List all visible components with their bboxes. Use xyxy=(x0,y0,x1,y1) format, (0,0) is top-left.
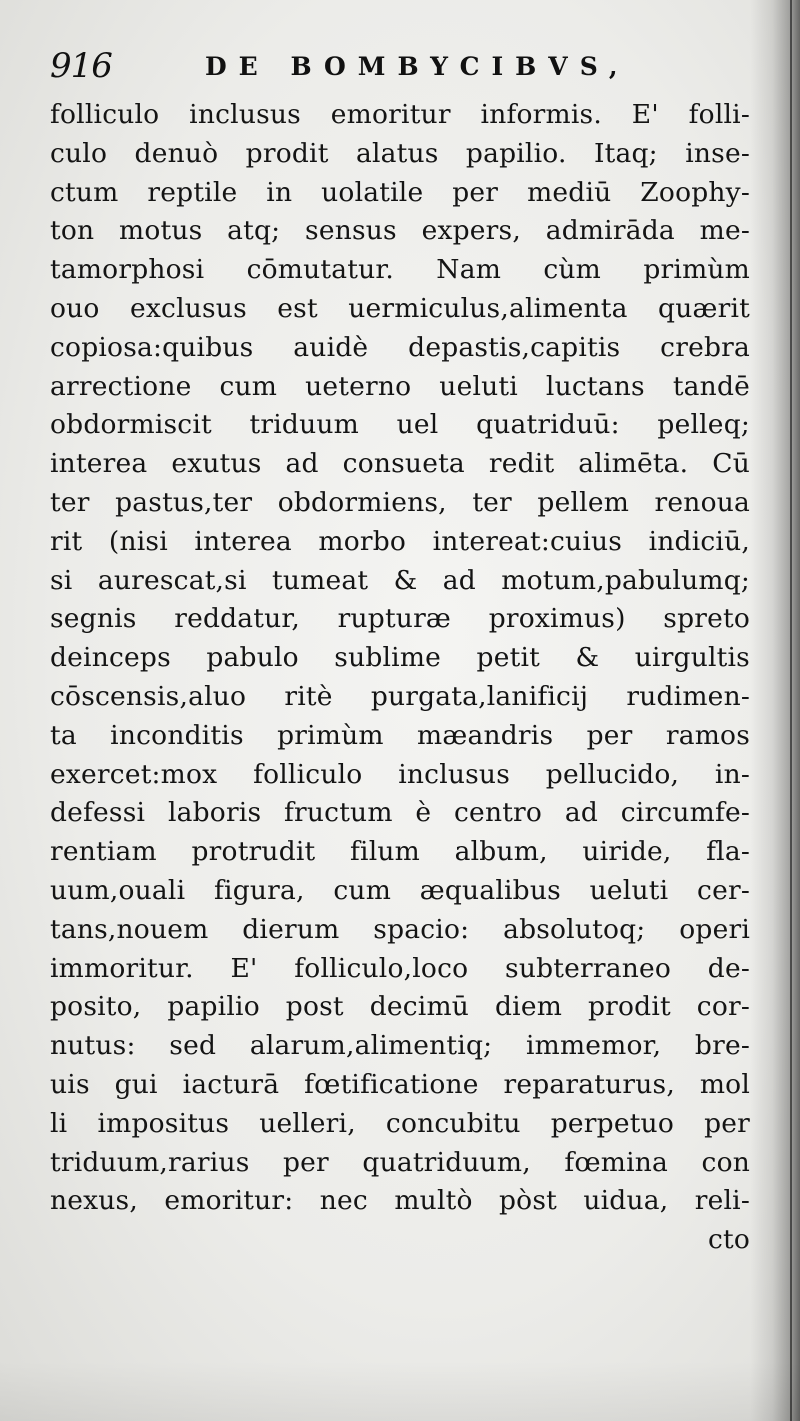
text-line: defessi laboris fructum è centro ad circumfe- xyxy=(50,797,750,829)
text-line: li impositus uelleri, concubitu perpetuo per xyxy=(50,1107,750,1139)
text-line: rentiam protrudit filum album, uiride, fla- xyxy=(50,836,750,868)
text-line: obdormiscit triduum uel quatriduū: pelleq; xyxy=(50,409,750,441)
text-line: uis gui iacturā fœtificatione reparaturus, mol xyxy=(50,1068,750,1100)
text-line: posito, papilio post decimū diem prodit cor- xyxy=(50,991,750,1023)
text-line: tans,nouem dierum spacio: absolutoq; operi xyxy=(50,913,750,945)
text-line: si aurescat,si tumeat & ad motum,pabulumq; xyxy=(50,564,750,596)
page-edge-line xyxy=(790,0,792,1421)
page-header xyxy=(50,42,750,88)
text-line: ton motus atq; sensus expers, admirāda me- xyxy=(50,215,750,247)
text-line: segnis reddatur, rupturæ proximus) spreto xyxy=(50,603,750,635)
text-line: ctum reptile in uolatile per mediū Zoophy- xyxy=(50,176,750,208)
page-edge-shadow xyxy=(750,0,800,1421)
text-line: ta inconditis primùm mæandris per ramos xyxy=(50,719,750,751)
text-line: culo denuò prodit alatus papilio. Itaq; inse- xyxy=(50,137,750,169)
text-line: copiosa:quibus auidè depastis,capitis crebra xyxy=(50,331,750,363)
text-line: folliculo inclusus emoritur informis. E' folli- xyxy=(50,99,750,130)
text-line: exercet:mox folliculo inclusus pellucido, in- xyxy=(50,758,750,790)
text-line: cōscensis,aluo ritè purgata,lanificij rudimen- xyxy=(50,680,750,712)
text-line: ter pastus,ter obdormiens, ter pellem renoua xyxy=(50,486,750,518)
text-line: immoritur. E' folliculo,loco subterraneo de- xyxy=(50,952,750,984)
body-text xyxy=(50,96,750,1260)
text-line: triduum,rarius per quatriduum, fœmina con xyxy=(50,1146,750,1178)
text-line: rit (nisi interea morbo intereat:cuius indiciū, xyxy=(50,525,750,557)
text-line: uum,ouali figura, cum æqualibus ueluti cer- xyxy=(50,874,750,906)
text-line: interea exutus ad consueta redit alimēta. Cū xyxy=(50,448,750,480)
text-line: nexus, emoritur: nec multò pòst uidua, reli- xyxy=(50,1185,750,1217)
text-line: ouo exclusus est uermiculus,alimenta quærit xyxy=(50,292,750,324)
page-bottom-shade xyxy=(0,1361,800,1421)
page-number: 916 xyxy=(50,46,112,86)
text-line: nutus: sed alarum,alimentiq; immemor, bre- xyxy=(50,1030,750,1062)
catchword: cto xyxy=(707,1224,750,1256)
text-line: arrectione cum ueterno ueluti luctans tandē xyxy=(50,370,750,402)
running-head: DE BOMBYCIBVS, xyxy=(205,52,630,81)
text-line: deinceps pabulo sublime petit & uirgultis xyxy=(50,642,750,674)
text-line: tamorphosi cōmutatur. Nam cùm primùm xyxy=(50,254,750,286)
